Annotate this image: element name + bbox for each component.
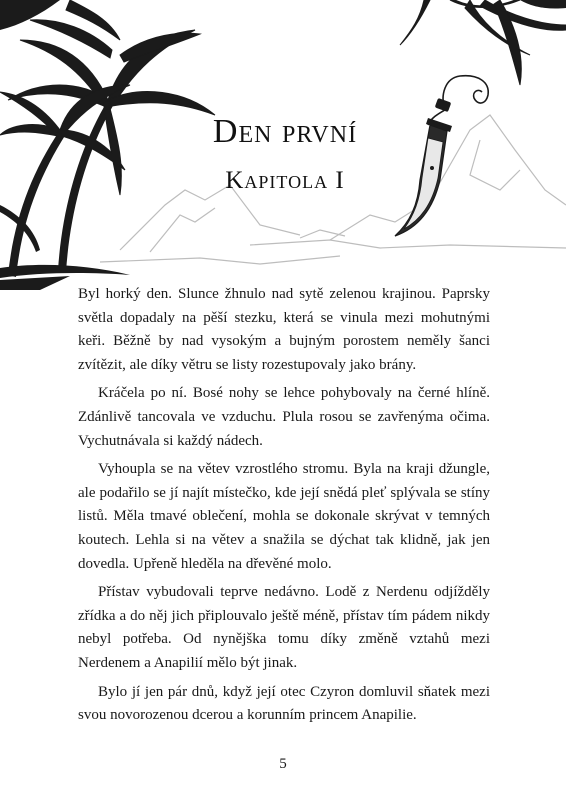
chapter-heading [180,112,390,196]
chapter-subtitle: Kapitola I [225,167,345,194]
paragraph: Byl horký den. Slunce žhnulo nad sytě zelenou krajinou. Paprsky světla dopadaly na pěší stezku, která se vinula mezi mohutnými keři. Běžně by nad vysokým a bujným porostem neměly šanci zvítězit, ale díky větru se listy rozestupovaly jako brány. [78,286,490,373]
paragraph: Bylo jí jen pár dnů, když její otec Czyron domluvil sňatek mezi svou novorozenou dcerou a korunním princem Anapilie. [78,683,490,724]
page-number: 5 [279,756,287,772]
palm-tree-right [400,0,566,85]
paragraph: Kráčela po ní. Bosé nohy se lehce pohybovaly na černé hlíně. Zdánlivě tancovala ve vzduchu. Plula rosou se zavřenýma očima. Vychutnávala si každý nádech. [78,385,490,449]
dagger-icon [395,76,488,236]
chapter-day-title: Den první [212,113,358,150]
chapter-body-text [78,283,490,733]
paragraph: Přístav vybudovali teprve nedávno. Lodě z Nerdenu odjížděly zřídka a do něj jich připlouvalo ještě méně, přístav tím pádem nikdy nebyl potřeba. Od nynějška tomu díky změně vztahů mezi Nerdenem a Anapilií mělo být jinak. [78,584,490,671]
paragraph: Vyhoupla se na větev vzrostlého stromu. Byla na kraji džungle, ale podařilo se jí najít místečko, kde její snědá pleť splývala se stíny listů. Měla tmavé oblečení, mohla se dokonale skrývat v temných koutech. Lehla si na větev a snažila se dýchat tak klidně, jak jen dovedla. Upřeně hleděla na dřevěné molo. [78,461,490,572]
